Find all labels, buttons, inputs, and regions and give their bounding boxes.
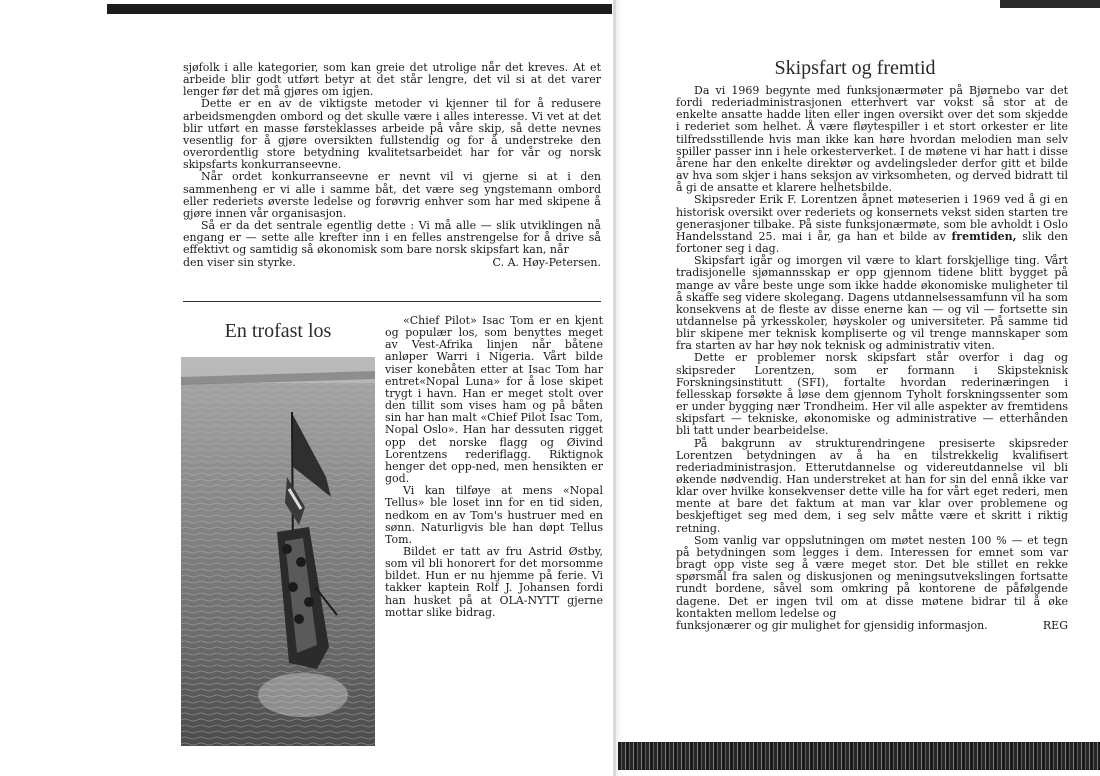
skipsfart-heading: Skipsfart og fremtid <box>774 57 936 79</box>
skipsfart-paragraph-1: Da vi 1969 begynte med funksjonærmøter på Bjørnebo var det fordi rederiadministrasjonen etterhvert var vokst så stor at de enkelte ansatte hadde liten eller ingen oversikt over det som skjedde i rederiet som helhet. Å være fløytespiller i et stort orkester er lite tilfredsstillende hvis man ikke kan høre hvordan melodien man selv spiller passer inn i hele orkesterverket. I de møtene vi har hatt i disse årene har den enkelte direktør og avdelingsleder derfor gitt et bilde av hva som skjer i hans seksjon av virksomheten, og derved bidratt til å gi de ansatte et klarere helhetsbilde. <box>676 84 1068 195</box>
skipsfart-signature-row <box>676 620 1068 632</box>
left-signature-row <box>183 257 601 269</box>
left-paragraph-3: Når ordet konkurranseevne er nevnt vil vi gjerne si at i den sammenheng er vi alle i samme båt, det være seg yngstemann ombord eller rederiets øverste ledelse og forøvrig enhver som har med skipene å gjøre innen vår organisasjon. <box>183 170 601 220</box>
page-gutter-shadow <box>616 0 622 776</box>
trofast-article <box>385 315 603 619</box>
article-divider <box>183 301 601 302</box>
left-paragraph-2: Dette er en av de viktigste metoder vi kjenner til for å redusere arbeidsmengden ombord og det skulle være i alles interesse. Vi vet at det blir utført en masse førsteklasses arbeide på våre skip, så dette nevnes vesentlig for å gjøre oversikten fullstendig og for å understreke den overordentlig store betydning kvalitetsarbeidet har for vår og norsk skipsfarts konkurranseevne. <box>183 97 601 172</box>
skipsfart-p2-text-start: Skipsreder Erik F. Lorentzen åpnet møteserien i 1969 ved å gi en historisk oversikt over rederiets og konsernets vekst siden starten tre generasjoner tilbake. På siste funksjonærmøte, som ble avholdt i Oslo Handelsstand 25. mai i år, ga han et bilde av <box>676 193 1068 243</box>
pilot-boat-image <box>181 357 375 746</box>
skipsfart-paragraph-2 <box>676 194 1068 255</box>
trofast-paragraph-2: Vi kan tilføye at mens «Nopal Tellus» ble loset inn for en tid siden, nedkom en av Tom's hustruer med en sønn. Naturligvis ble han døpt Tellus Tom. <box>385 484 603 546</box>
left-paragraph-1: sjøfolk i alle kategorier, som kan greie det utrolige når det kreves. At et arbeide blir godt utført betyr at det står lengre, det vil si at det varer lenger før det må gjøres om igjen. <box>183 61 601 99</box>
left-last-line: den viser sin styrke. <box>183 255 296 269</box>
left-article <box>183 62 601 269</box>
skipsfart-paragraph-6: Som vanlig var oppslutningen om møtet nesten 100 % — et tegn på betydningen som legges i dem. Interessen for emnet som var bragt opp viste seg å være meget stor. Det ble stillet en rekke spørsmål fra salen og diskusjonen og meningsutvekslingen fortsatte rundt bordene, såvel som omkring på kontorene de påfølgende dagene. Det er ingen tvil om at disse møtene bidrar til å øke kontakten mellom ledelse og <box>676 533 1068 620</box>
scan-edge-bottom <box>618 742 1100 770</box>
trofast-paragraph-1: «Chief Pilot» Isac Tom er en kjent og populær los, som benyttes meget av Vest-Afrika linjen når båtene anløper Warri i Nigeria. Vårt bilde viser konebåten etter at Isac Tom har entret«Nopal Luna» for å lose skipet trygt i havn. Han er meget stolt over den tillit som vises ham og på båten sin har han malt «Chief Pilot Isac Tom, Nopal Oslo». Han har dessuten rigget opp det norske flagg og Øivind Lorentzens rederiflagg. Riktignok henger det opp-ned, men hensikten er god. <box>385 314 603 486</box>
trofast-heading: En trofast los <box>224 320 332 342</box>
skipsfart-paragraph-5: På bakgrunn av strukturendringene presiserte skipsreder Lorentzen betydningen av å ha en tilstrekkelig kvalifisert rederiadministrasjon. Etterutdannelse og videreutdannelse vil bli økende nødvendig. Han understreket at han for sin del ennå ikke var klar over hvilke konsekvenser dette ville ha for vårt eget rederi, men mente at bare det faktum at man var klar over problemene og beskjeftiget seg med dem, i seg selv måtte være et skritt i riktig retning. <box>676 436 1068 535</box>
left-paragraph-4: Så er da det sentrale egentlig dette : Vi må alle — slik utviklingen nå engang er — sette alle krefter inn i en felles anstrengelse for å drive så effektivt og samtidig så økonomisk som bare norsk skipsfart kan, når <box>183 219 601 257</box>
skipsfart-signature: REG <box>1042 618 1068 632</box>
skipsfart-paragraph-3: Skipsfart igår og imorgen vil være to klart forskjellige ting. Vårt tradisjonelle sjømannsskap er opp gjennom tidene blitt bygget på mange av våre beste unge som ikke hadde økonomiske muligheter til å skaffe seg videre skolegang. Dagens utdannelsessamfunn vil ha som konsekvens at de fleste av disse enerne kan — og vil — fortsette sin utdannelse på yrkesskoler, høyskoler og universiteter. På samme tid blir skipene mer teknisk kompliserte og vil trenge mannskaper som fra starten av har høy nok teknisk og administrativ viten. <box>676 254 1068 353</box>
skipsfart-last-line: funksjonærer og gir mulighet for gjensidig informasjon. <box>676 618 988 632</box>
scan-edge-top-right <box>1000 0 1100 8</box>
skipsfart-paragraph-4: Dette er problemer norsk skipsfart står overfor i dag og skipsreder Lorentzen, som er formann i Skipsteknisk Forskningsinstitutt (SFI), fortalte hvordan rederinæringen i fellesskap forsøkte å løse dem gjennom Tyholt forskningssenter som er under bygging nær Trondheim. Her vil alle aspekter av fremtidens skipsfart — tekniske, økonomiske og administrative — etterhånden bli tatt under bearbeidelse. <box>676 351 1068 438</box>
trofast-paragraph-3: Bildet er tatt av fru Astrid Østby, som vil bli honorert for det morsomme bildet. Hun er nu hjemme på ferie. Vi takker kaptein Rolf J. Johansen fordi han husket på at OLA-NYTT gjerne mottar slike bidrag. <box>385 544 603 619</box>
skipsfart-article <box>676 85 1068 632</box>
left-signature: C. A. Høy-Petersen. <box>492 255 601 269</box>
scan-edge-top-left <box>107 4 612 14</box>
skipsfart-p2-text-end: slik den fortoner seg i dag. <box>676 229 1068 256</box>
skipsfart-p2-bold: fremtiden, <box>951 229 1017 243</box>
pilot-boat-photo <box>181 357 375 746</box>
